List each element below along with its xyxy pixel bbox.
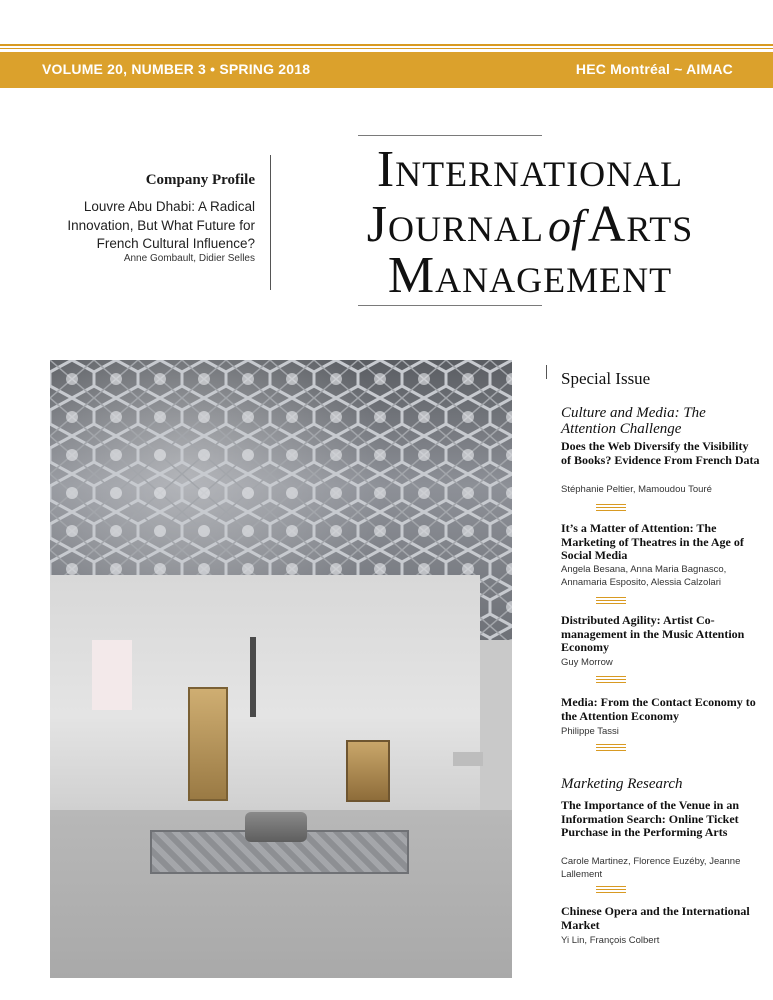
ornament-divider: [596, 885, 626, 893]
company-profile-heading: Company Profile: [145, 172, 255, 188]
title-word-of: of: [548, 200, 584, 251]
photo-wall-slot: [250, 637, 256, 717]
ornament-divider: [596, 596, 626, 604]
company-profile-divider: [270, 155, 271, 290]
journal-title-line-1: [300, 140, 760, 199]
title-rule-bottom: [358, 305, 542, 306]
title-word-arts: Arts: [587, 196, 694, 253]
section-marketing-research: Marketing Research: [561, 776, 683, 792]
article-authors: Angela Besana, Anna Maria Bagnasco, Annamaria Esposito, Alessia Calzolari: [561, 564, 727, 588]
article-authors: Guy Morrow: [561, 657, 613, 668]
section-culture-media: Culture and Media: The Attention Challenge: [561, 405, 706, 437]
article-title: Does the Web Diversify the Visibility of Books? Evidence From French Data: [561, 439, 760, 467]
article-title: The Importance of the Venue in an Information Search: Online Ticket Purchase in the Performing Arts: [561, 798, 740, 839]
title-word-management: Management: [387, 247, 673, 304]
article-title: Media: From the Contact Economy to the Attention Economy: [561, 695, 756, 723]
volume-label: VOLUME 20, NUMBER 3 • SPRING 2018: [42, 61, 311, 77]
company-profile-authors: Anne Gombault, Didier Selles: [123, 253, 255, 264]
special-issue-heading: Special Issue: [561, 369, 651, 388]
photo-sign: [453, 752, 483, 766]
cover-photo: [50, 360, 512, 978]
header-top-rule-2: [0, 48, 773, 49]
article-title: Chinese Opera and the International Market: [561, 904, 750, 932]
header-top-rule: [0, 44, 773, 46]
article-authors: Stéphanie Peltier, Mamoudou Touré: [561, 484, 712, 495]
publisher-label: HEC Montréal ~ AIMAC: [575, 61, 733, 77]
article-authors: Philippe Tassi: [561, 726, 619, 737]
article-authors: Yi Lin, François Colbert: [561, 935, 660, 946]
sidebar-divider: [546, 365, 547, 379]
company-profile-article: Louvre Abu Dhabi: A Radical Innovation, But What Future for French Cultural Influence?: [67, 199, 255, 251]
title-rule-top: [358, 135, 542, 136]
journal-title-line-3: [300, 246, 760, 305]
ornament-divider: [596, 743, 626, 751]
ornament-divider: [596, 503, 626, 511]
article-title: It’s a Matter of Attention: The Marketing of Theatres in the Age of Social Media: [561, 521, 744, 562]
article-authors: Carole Martinez, Florence Euzéby, Jeanne Lallement: [561, 856, 741, 880]
title-word-journal: Journal: [366, 196, 545, 253]
photo-fountain: [245, 812, 307, 842]
article-title: Distributed Agility: Artist Co-management in the Music Attention Economy: [561, 613, 745, 654]
photo-wall-light: [92, 640, 132, 710]
photo-window: [346, 740, 390, 802]
title-word-international: International: [376, 141, 684, 198]
photo-doorway: [188, 687, 228, 801]
ornament-divider: [596, 675, 626, 683]
